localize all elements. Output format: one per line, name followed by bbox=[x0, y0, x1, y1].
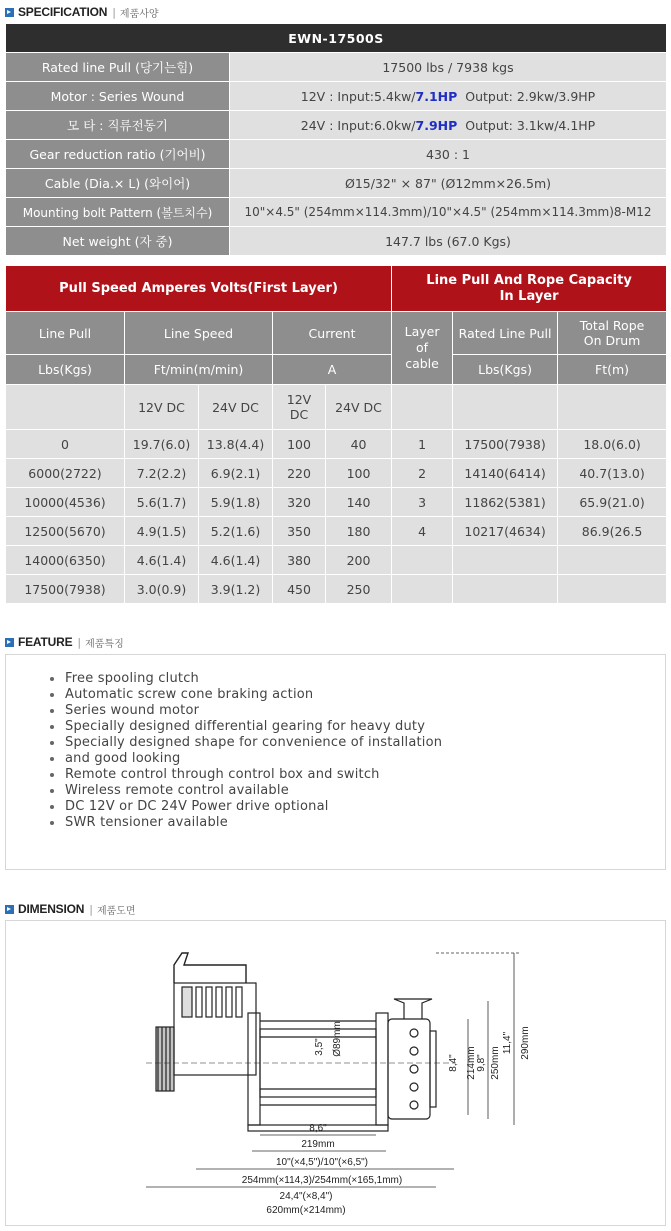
line-speed-header: Line Speed bbox=[125, 312, 273, 355]
rope-cell bbox=[558, 546, 667, 575]
current-unit: A bbox=[273, 355, 392, 385]
layer-cell bbox=[392, 575, 453, 604]
speed-24v-cell: 13.8(4.4) bbox=[199, 430, 273, 459]
rated-pull-cell: 11862(5381) bbox=[453, 488, 558, 517]
spec-value: Ø15/32" × 87" (Ø12mm×26.5m) bbox=[230, 169, 667, 198]
spec-row bbox=[6, 198, 667, 227]
line-speed-unit: Ft/min(m/min) bbox=[125, 355, 273, 385]
current-24v-cell: 40 bbox=[326, 430, 392, 459]
line-pull-cell: 0 bbox=[6, 430, 125, 459]
current-24v-cell: 200 bbox=[326, 546, 392, 575]
rope-capacity-header bbox=[392, 266, 667, 312]
feature-subtitle: 제품특징 bbox=[85, 638, 124, 650]
model-name: EWN-17500S bbox=[6, 24, 667, 53]
spec-label: Rated line Pull (당기는힘) bbox=[6, 53, 230, 82]
speed-24v-cell: 6.9(2.1) bbox=[199, 459, 273, 488]
height-98-label: 9,8" bbox=[476, 1054, 487, 1072]
current-24v-cell: 180 bbox=[326, 517, 392, 546]
spec-row bbox=[6, 82, 667, 111]
speed-24v-cell: 5.2(1.6) bbox=[199, 517, 273, 546]
list-item: Remote control through control box and switch bbox=[46, 767, 442, 783]
line-pull-cell: 6000(2722) bbox=[6, 459, 125, 488]
mount-pattern-mm-label: 254mm(×114,3)/254mm(×165,1mm) bbox=[241, 1175, 403, 1186]
spec-row bbox=[6, 227, 667, 256]
layer-header-line: of bbox=[416, 340, 429, 355]
layer-cell: 4 bbox=[392, 517, 453, 546]
spec-row bbox=[6, 53, 667, 82]
specification-table bbox=[5, 23, 667, 256]
drum-length-in-label: 8,6" bbox=[309, 1123, 327, 1134]
current-12v-line: DC bbox=[289, 407, 309, 422]
empty-cell bbox=[392, 385, 453, 430]
rope-cell: 40.7(13.0) bbox=[558, 459, 667, 488]
winch-dimension-drawing bbox=[136, 939, 546, 1216]
rated-pull-cell: 17500(7938) bbox=[453, 430, 558, 459]
rated-line-pull-unit: Lbs(Kgs) bbox=[453, 355, 558, 385]
performance-table bbox=[5, 265, 667, 604]
feature-box bbox=[5, 654, 666, 870]
line-pull-cell: 17500(7938) bbox=[6, 575, 125, 604]
line-pull-cell: 14000(6350) bbox=[6, 546, 125, 575]
spec-value: 147.7 lbs (67.0 Kgs) bbox=[230, 227, 667, 256]
table-row bbox=[6, 430, 667, 459]
specification-subtitle: 제품사양 bbox=[119, 8, 159, 20]
rated-pull-cell: 10217(4634) bbox=[453, 517, 558, 546]
line-pull-header: Line Pull bbox=[6, 312, 125, 355]
dimension-subtitle: 제품도면 bbox=[96, 905, 136, 917]
title-separator: | bbox=[89, 902, 93, 916]
layer-cell: 1 bbox=[392, 430, 453, 459]
table-row bbox=[6, 575, 667, 604]
height-214-label: 214mm bbox=[466, 1046, 477, 1080]
spec-value bbox=[230, 82, 667, 111]
total-rope-unit: Ft(m) bbox=[558, 355, 667, 385]
speed-12v-cell: 5.6(1.7) bbox=[125, 488, 199, 517]
speed-12v-cell: 4.6(1.4) bbox=[125, 546, 199, 575]
speed-24v-cell: 3.9(1.2) bbox=[199, 575, 273, 604]
speed-12v-cell: 7.2(2.2) bbox=[125, 459, 199, 488]
layer-header-line: cable bbox=[405, 356, 439, 371]
speed-12v-cell: 4.9(1.5) bbox=[125, 517, 199, 546]
current-header: Current bbox=[273, 312, 392, 355]
rated-pull-cell bbox=[453, 575, 558, 604]
arrow-bullet-icon bbox=[5, 8, 14, 17]
spec-value-output: Output: 2.9kw/3.9HP bbox=[457, 88, 596, 104]
speed-24v-cell: 5.9(1.8) bbox=[199, 488, 273, 517]
total-rope-header bbox=[558, 312, 667, 355]
spec-label: Net weight (자 중) bbox=[6, 227, 230, 256]
height-114-label: 11,4" bbox=[502, 1031, 513, 1055]
rope-cell: 18.0(6.0) bbox=[558, 430, 667, 459]
current-12v-cell: 450 bbox=[273, 575, 326, 604]
current-12v-cell: 220 bbox=[273, 459, 326, 488]
spec-label: Cable (Dia.× L) (와이어) bbox=[6, 169, 230, 198]
spec-row bbox=[6, 169, 667, 198]
list-item: DC 12V or DC 24V Power drive optional bbox=[46, 799, 442, 815]
clutch-handle bbox=[394, 999, 432, 1019]
current-12v-subheader bbox=[273, 385, 326, 430]
rope-cell: 86.9(26.5 bbox=[558, 517, 667, 546]
dimension-box bbox=[5, 920, 666, 1226]
specification-title: SPECIFICATION bbox=[18, 5, 108, 19]
table-row bbox=[6, 488, 667, 517]
spec-row bbox=[6, 111, 667, 140]
mount-pattern-in-label: 10"(×4,5")/10"(×6,5") bbox=[275, 1157, 369, 1168]
empty-cell bbox=[558, 385, 667, 430]
title-separator: | bbox=[77, 635, 82, 649]
spec-value: 17500 lbs / 7938 kgs bbox=[230, 53, 667, 82]
total-length-in-label: 24,4"(×8,4") bbox=[279, 1191, 333, 1202]
layer-of-cable-header bbox=[392, 312, 453, 385]
spec-label: Gear reduction ratio (기어비) bbox=[6, 140, 230, 169]
current-12v-cell: 100 bbox=[273, 430, 326, 459]
current-12v-cell: 350 bbox=[273, 517, 326, 546]
rope-capacity-title-line1: Line Pull And Rope Capacity bbox=[426, 272, 632, 288]
feature-section-header bbox=[5, 634, 124, 650]
speed-12v-cell: 19.7(6.0) bbox=[125, 430, 199, 459]
height-250-label: 250mm bbox=[490, 1046, 501, 1080]
spec-value-hp: 7.9HP bbox=[415, 117, 458, 133]
layer-header-line: Layer bbox=[404, 324, 440, 339]
line-pull-cell: 10000(4536) bbox=[6, 488, 125, 517]
list-item: and good looking bbox=[46, 751, 442, 767]
list-item: Automatic screw cone braking action bbox=[46, 687, 442, 703]
layer-cell bbox=[392, 546, 453, 575]
dimension-title: DIMENSION bbox=[18, 902, 85, 916]
total-length-mm-label: 620mm(×214mm) bbox=[266, 1205, 346, 1216]
layer-cell: 3 bbox=[392, 488, 453, 517]
layer-cell: 2 bbox=[392, 459, 453, 488]
feature-list bbox=[46, 671, 442, 831]
drum-length-mm-label: 219mm bbox=[301, 1139, 335, 1150]
current-12v-cell: 320 bbox=[273, 488, 326, 517]
feature-title: FEATURE bbox=[18, 635, 73, 649]
current-12v-cell: 380 bbox=[273, 546, 326, 575]
rope-cell bbox=[558, 575, 667, 604]
list-item: Series wound motor bbox=[46, 703, 442, 719]
spec-value-input: 24V : Input:6.0kw/ bbox=[300, 117, 416, 133]
line-pull-unit: Lbs(Kgs) bbox=[6, 355, 125, 385]
spec-label: 모 타 : 직류전동기 bbox=[6, 111, 230, 140]
current-24v-subheader: 24V DC bbox=[326, 385, 392, 430]
spec-value-input: 12V : Input:5.4kw/ bbox=[300, 88, 416, 104]
speed-24v-subheader: 24V DC bbox=[199, 385, 273, 430]
gearbox bbox=[388, 1019, 430, 1119]
height-290-label: 290mm bbox=[520, 1026, 531, 1060]
drum-diameter-mm-label: Ø89mm bbox=[332, 1021, 343, 1057]
spec-label: Motor : Series Wound bbox=[6, 82, 230, 111]
right-end-plate bbox=[376, 1013, 388, 1125]
rope-cell: 65.9(21.0) bbox=[558, 488, 667, 517]
pull-speed-header: Pull Speed Amperes Volts(First Layer) bbox=[6, 266, 392, 312]
spec-value-hp: 7.1HP bbox=[415, 88, 458, 104]
left-end-plate bbox=[248, 1013, 260, 1125]
specification-section-header bbox=[5, 4, 159, 20]
current-12v-line: 12V bbox=[286, 392, 312, 407]
speed-12v-cell: 3.0(0.9) bbox=[125, 575, 199, 604]
drum-diameter-in-label: 3,5" bbox=[314, 1038, 325, 1056]
arrow-bullet-icon bbox=[5, 638, 14, 647]
dimension-section-header bbox=[5, 901, 136, 917]
rated-line-pull-header: Rated Line Pull bbox=[453, 312, 558, 355]
height-84-label: 8,4" bbox=[448, 1054, 459, 1072]
total-rope-header-line: On Drum bbox=[583, 333, 641, 348]
spec-value: 10"×4.5" (254mm×114.3mm)/10"×4.5" (254mm×114.3mm)8-M12 bbox=[230, 198, 667, 227]
list-item: Specially designed differential gearing for heavy duty bbox=[46, 719, 442, 735]
list-item: Specially designed shape for convenience of installation bbox=[46, 735, 442, 751]
title-separator: | bbox=[112, 5, 116, 19]
current-24v-cell: 100 bbox=[326, 459, 392, 488]
list-item: SWR tensioner available bbox=[46, 815, 442, 831]
speed-12v-subheader: 12V DC bbox=[125, 385, 199, 430]
arrow-bullet-icon bbox=[5, 905, 14, 914]
spec-label: Mounting bolt Pattern (볼트치수) bbox=[6, 198, 230, 227]
current-24v-cell: 140 bbox=[326, 488, 392, 517]
spec-value-output: Output: 3.1kw/4.1HP bbox=[457, 117, 596, 133]
rated-pull-cell bbox=[453, 546, 558, 575]
rated-pull-cell: 14140(6414) bbox=[453, 459, 558, 488]
table-row bbox=[6, 459, 667, 488]
total-rope-header-line: Total Rope bbox=[579, 318, 645, 333]
current-24v-cell: 250 bbox=[326, 575, 392, 604]
table-row bbox=[6, 517, 667, 546]
spec-value: 430 : 1 bbox=[230, 140, 667, 169]
winch-outline bbox=[146, 953, 456, 1131]
speed-24v-cell: 4.6(1.4) bbox=[199, 546, 273, 575]
list-item: Wireless remote control available bbox=[46, 783, 442, 799]
table-row bbox=[6, 546, 667, 575]
motor-fins bbox=[182, 987, 192, 1017]
brake-end-cap bbox=[156, 1027, 174, 1091]
rope-capacity-title-line2: In Layer bbox=[499, 288, 559, 304]
spec-value bbox=[230, 111, 667, 140]
motor-cover bbox=[174, 953, 246, 983]
line-pull-cell: 12500(5670) bbox=[6, 517, 125, 546]
empty-cell bbox=[6, 385, 125, 430]
empty-cell bbox=[453, 385, 558, 430]
spec-row bbox=[6, 140, 667, 169]
list-item: Free spooling clutch bbox=[46, 671, 442, 687]
